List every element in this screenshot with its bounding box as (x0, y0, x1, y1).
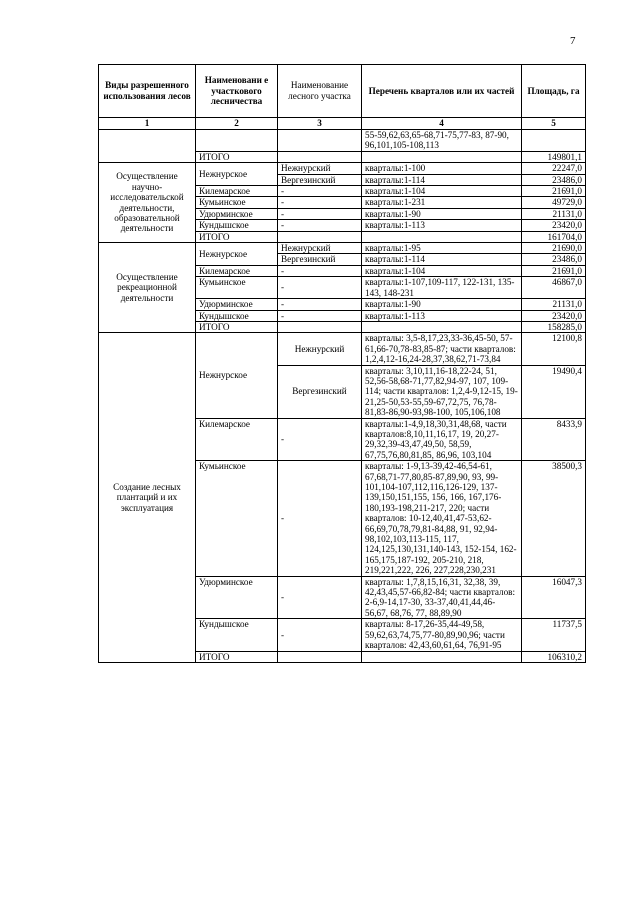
total-spacer (278, 231, 362, 242)
total-spacer (362, 651, 522, 662)
quarters-cell: кварталы: 3,10,11,16-18,22-24, 51, 52,56-58,68-71,77,82,94-97, 107, 109-114; части кварталов: 1,2,4-9,12-15, 19-21,25-50,53-55,59-67,72,75, 76,78-81,83-86,90-93,98-100, 105,106,108 (362, 365, 522, 418)
area-cell: 49729,0 (522, 197, 586, 208)
area-cell: 16047,3 (522, 576, 586, 619)
quarters-cell: кварталы:1-114 (362, 254, 522, 265)
district-cell: Килемарское (196, 265, 278, 276)
table-row (99, 243, 586, 254)
use-type-recreation: Осуществление рекреационной деятельности (99, 243, 196, 333)
area-cell: 12100,8 (522, 333, 586, 365)
col-number-3: 3 (278, 118, 362, 130)
area-cell: 11737,5 (522, 619, 586, 651)
quarters-cell: кварталы:1-90 (362, 208, 522, 219)
total-value: 106310,2 (522, 651, 586, 662)
district-cell: Кумьинское (196, 277, 278, 299)
col-number-2: 2 (196, 118, 278, 130)
table-row (99, 163, 586, 174)
use-cell-continued (99, 130, 196, 163)
col-number-1: 1 (99, 118, 196, 130)
area-cell: 23486,0 (522, 254, 586, 265)
district-cell: Удюрминское (196, 299, 278, 310)
quarters-cell: кварталы: 3,5-8,17,23,33-36,45-50, 57-61,66-70,78-83,85-87; части кварталов: 1,2,4,12-16,24-28,37,38,62,71-73,84 (362, 333, 522, 365)
area-cell: 21691,0 (522, 265, 586, 276)
area-cell: 21131,0 (522, 208, 586, 219)
plot-cell: - (278, 619, 362, 651)
quarters-cell: кварталы:1-100 (362, 163, 522, 174)
area-cell: 8433,9 (522, 418, 586, 461)
plot-cell: - (278, 310, 362, 321)
use-type-science: Осуществление научно-исследовательской деятельности, образовательной деятельности (99, 163, 196, 243)
district-cell: Нежнурское (196, 163, 278, 186)
plot-cell: Вергезинский (278, 174, 362, 185)
total-spacer (278, 151, 362, 162)
plot-cell: - (278, 186, 362, 197)
total-label: ИТОГО (196, 321, 278, 332)
quarters-cell: кварталы:1-4,9,18,30,31,48,68, части кварталов:8,10,11,16,17, 19, 20,27-29,32,39-43,47,49,50, 58,59, 67,75,76,80,81,85, 86,96, 103,104 (362, 418, 522, 461)
plot-cell: - (278, 461, 362, 576)
header-district: Наименовани е участкового лесничества (196, 65, 278, 118)
quarters-cell: кварталы:1-104 (362, 186, 522, 197)
district-cell: Кундышское (196, 310, 278, 321)
quarters-cell: кварталы: 8-17,26-35,44-49,58, 59,62,63,74,75,77-80,89,90,96; части кварталов: 42,43,60,61,64, 76,91-95 (362, 619, 522, 651)
plot-cell: - (278, 418, 362, 461)
quarters-cell: кварталы:1-114 (362, 174, 522, 185)
total-spacer (278, 651, 362, 662)
area-cell: 46867,0 (522, 277, 586, 299)
district-cell: Килемарское (196, 418, 278, 461)
area-cell: 21690,0 (522, 243, 586, 254)
district-cell: Нежнурское (196, 243, 278, 266)
total-spacer (362, 321, 522, 332)
district-cell: Кумьинское (196, 197, 278, 208)
col-number-4: 4 (362, 118, 522, 130)
total-label: ИТОГО (196, 231, 278, 242)
plot-cell: Вергезинский (278, 254, 362, 265)
forest-use-table (98, 64, 586, 663)
total-label: ИТОГО (196, 151, 278, 162)
district-cell: Килемарское (196, 186, 278, 197)
area-cell: 23486,0 (522, 174, 586, 185)
plot-cell: - (278, 220, 362, 231)
header-quarters: Перечень кварталов или их частей (362, 65, 522, 118)
plot-cell: - (278, 576, 362, 619)
quarters-cell: кварталы:1-90 (362, 299, 522, 310)
total-value: 149801,1 (522, 151, 586, 162)
district-cell: Удюрминское (196, 208, 278, 219)
district-cell: Нежнурское (196, 333, 278, 418)
quarters-cell: кварталы:1-113 (362, 310, 522, 321)
plot-cell: - (278, 299, 362, 310)
plot-cell: - (278, 208, 362, 219)
quarters-cell: кварталы:1-231 (362, 197, 522, 208)
page-number: 7 (570, 35, 576, 47)
area-cell (522, 130, 586, 152)
header-plot: Наименование лесного участка (278, 65, 362, 118)
area-cell: 21131,0 (522, 299, 586, 310)
plot-cell: Нежнурский (278, 243, 362, 254)
plot-cell: - (278, 265, 362, 276)
quarters-cell: кварталы:1-104 (362, 265, 522, 276)
quarters-cell: кварталы:1-107,109-117, 122-131, 135-143, 148-231 (362, 277, 522, 299)
header-area: Площадь, га (522, 65, 586, 118)
table-row (99, 130, 586, 152)
area-cell: 21691,0 (522, 186, 586, 197)
area-cell: 38500,3 (522, 461, 586, 576)
quarters-cell: кварталы: 1,7,8,15,16,31, 32,38, 39, 42,43,45,57-66,82-84; части кварталов: 2-6,9-14,17-30, 33-37,40,41,44,46-56,67, 68,76, 77, 88,89,90 (362, 576, 522, 619)
plot-cell: Нежнурский (278, 163, 362, 174)
area-cell: 19490,4 (522, 365, 586, 418)
col-number-5: 5 (522, 118, 586, 130)
district-cell (196, 130, 278, 152)
district-cell: Кундышское (196, 220, 278, 231)
quarters-cell: кварталы:1-113 (362, 220, 522, 231)
quarters-cell: кварталы:1-95 (362, 243, 522, 254)
total-label: ИТОГО (196, 651, 278, 662)
total-spacer (362, 231, 522, 242)
header-use-type: Виды разрешенного использования лесов (99, 65, 196, 118)
total-value: 158285,0 (522, 321, 586, 332)
district-cell: Удюрминское (196, 576, 278, 619)
plot-cell: Вергезинский (278, 365, 362, 418)
district-cell: Кумьинское (196, 461, 278, 576)
total-value: 161704,0 (522, 231, 586, 242)
quarters-cell: кварталы: 1-9,13-39,42-46,54-61, 67,68,71-77,80,85-87,89,90, 93, 99-101,104-107,112,116,126-129, 137-139,150,151,155, 156, 166, 167,176-180,193-198,211-217, 220; части кварталов: 10-12,40,41,47-53,62-66,69,70,78,79,81-84,88, 91, 92,94-98,102,103,113-115, 117, 124,125,130,131,140-143, 152-154, 162-165,175,187-192, 205-210, 218, 219,221,222, 226, 227,228,230,231 (362, 461, 522, 576)
area-cell: 23420,0 (522, 220, 586, 231)
total-spacer (362, 151, 522, 162)
plot-cell: - (278, 277, 362, 299)
use-type-plantations: Создание лесных плантаций и их эксплуатация (99, 333, 196, 663)
area-cell: 22247,0 (522, 163, 586, 174)
table-row (99, 333, 586, 365)
plot-cell: Нежнурский (278, 333, 362, 365)
plot-cell: - (278, 197, 362, 208)
quarters-cell: 55-59,62,63,65-68,71-75,77-83, 87-90, 96,101,105-108,113 (362, 130, 522, 152)
total-spacer (278, 321, 362, 332)
district-cell: Кундышское (196, 619, 278, 651)
plot-cell (278, 130, 362, 152)
area-cell: 23420,0 (522, 310, 586, 321)
